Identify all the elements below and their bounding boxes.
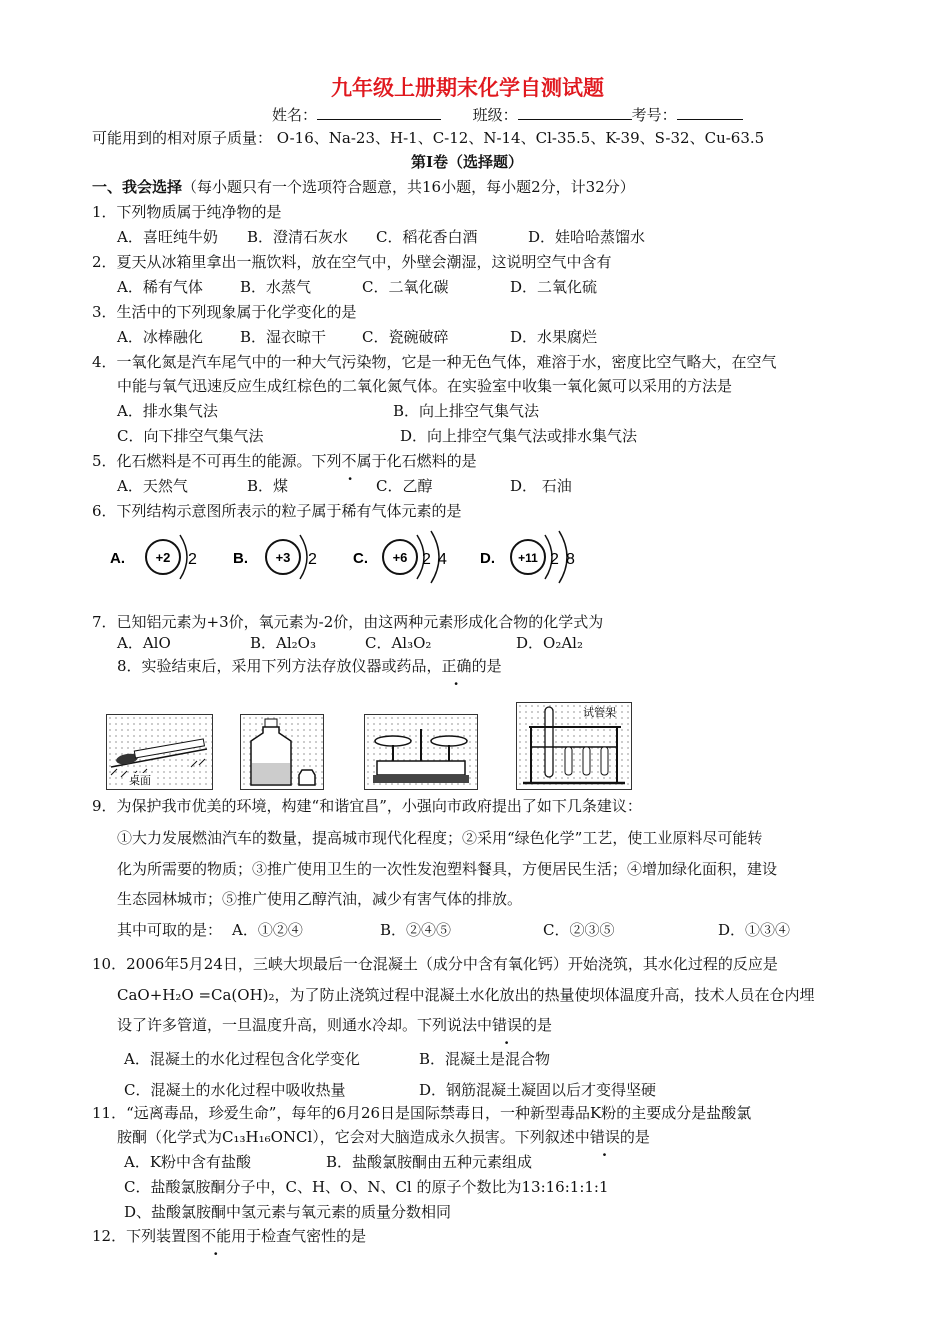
q5-option-c[interactable]: C．乙醇 (376, 477, 433, 495)
q9-line2: 化为所需要的物质；③推广使用卫生的一次性发泡塑料餐具，方便居民生活；④增加绿化面积，建设 (117, 860, 778, 878)
q9-line1: ①大力发展燃油汽车的数量，提高城市现代化程度；②采用“绿色化学”工艺，使工业原料尽可能转 (117, 829, 763, 847)
structure-b-label: B. (233, 550, 248, 567)
student-info-row (272, 104, 743, 125)
structure-c[interactable] (353, 531, 447, 583)
q10-option-c[interactable]: C．混凝土的水化过程中吸收热量 (124, 1081, 346, 1099)
class-field[interactable] (518, 104, 632, 120)
q1-option-c[interactable]: C．稻花香白酒 (376, 228, 478, 246)
question-11-line2 (117, 1127, 650, 1147)
class-label: 班级： (472, 106, 518, 124)
structure-d-label: D. (480, 550, 495, 567)
rack-label: 试管架 (583, 707, 616, 719)
q3-option-c[interactable]: C．瓷碗破碎 (362, 328, 449, 346)
q8-figure-a[interactable] (106, 714, 213, 790)
structure-d[interactable] (480, 531, 575, 583)
q12-text-a: 12．下列装置图 (92, 1227, 202, 1245)
q9-lead: 其中可取的是： (117, 921, 223, 939)
q7-option-c[interactable]: C．Al₃O₂ (365, 634, 432, 652)
part1-title: 一、我会选择 (92, 178, 183, 196)
table-label: 桌面 (129, 775, 151, 787)
question-4-line1: 4．一氧化氮是汽车尾气中的一种大气污染物，它是一种无色气体，难溶于水，密度比空气略大，在空气 (92, 353, 777, 371)
q11-option-b[interactable]: B．盐酸氯胺酮由五种元素组成 (326, 1153, 533, 1171)
q4-option-c[interactable]: C．向下排空气集气法 (117, 427, 264, 445)
structure-d-shell-1: 2 (550, 551, 559, 568)
structure-c-shell-2: 4 (438, 551, 447, 568)
structure-c-charge: +6 (392, 550, 408, 565)
q5-option-b[interactable]: B．煤 (247, 477, 289, 495)
page-title: 九年级上册期末化学自测试题 (331, 76, 604, 100)
question-9: 9．为保护我市优美的环境，构建“和谐宜昌”，小强向市政府提出了如下几条建议： (92, 797, 642, 815)
structure-b[interactable] (233, 535, 317, 579)
balance-scale-icon (365, 715, 477, 789)
q2-option-d[interactable]: D．二氧化硫 (510, 278, 598, 296)
q3-option-d[interactable]: D．水果腐烂 (510, 328, 598, 346)
q5-option-d[interactable]: D． 石油 (510, 477, 572, 495)
q2-option-b[interactable]: B．水蒸气 (240, 278, 312, 296)
q10-text-a: 设了许多管道，一旦温度升高，则通水冷却。下列说法中 (117, 1016, 493, 1034)
part1-heading (92, 177, 635, 197)
q8-text-b: 的是 (471, 657, 502, 675)
structure-c-shell-1: 2 (422, 551, 431, 568)
question-7: 7．已知铝元素为+3价，氧元素为-2价，由这两种元素形成化合物的化学式为 (92, 613, 604, 631)
q7-option-b[interactable]: B．Al₂O₃ (250, 634, 316, 652)
q4-option-b[interactable]: B．向上排空气集气法 (393, 402, 540, 420)
part1-note: （每小题只有一个选项符合题意，共16小题，每小题2分，计32分） (182, 178, 635, 196)
q1-option-b[interactable]: B．澄清石灰水 (247, 228, 349, 246)
q3-option-b[interactable]: B．湿衣晾干 (240, 328, 327, 346)
test-tube-rack-icon (517, 703, 631, 789)
q10-text-b: 的是 (522, 1016, 553, 1034)
q8-figure-b[interactable] (240, 714, 324, 790)
q9-option-d[interactable]: D．①③④ (718, 921, 791, 939)
q8-figure-c[interactable] (364, 714, 478, 790)
question-11-line1: 11．“远离毒品，珍爱生命”，每年的6月26日是国际禁毒日，一种新型毒品K粉的主要成分是盐酸氯 (92, 1104, 752, 1122)
q8-figure-d[interactable] (516, 702, 632, 790)
q11-text-a: 胺酮（化学式为C₁₃H₁₆ONCl），它会对大脑造成永久损害。下列叙述中 (117, 1128, 590, 1146)
structure-d-shell-2: 8 (566, 551, 575, 568)
structure-a-shell-1: 2 (188, 551, 197, 568)
q11-option-d[interactable]: D、盐酸氯胺酮中氢元素与氧元素的质量分数相同 (124, 1203, 452, 1221)
q7-option-d[interactable]: D．O₂Al₂ (516, 634, 583, 652)
q11-emphasis: 错误 (589, 1128, 620, 1146)
question-4-line2: 中能与氧气迅速反应生成红棕色的二氧化氮气体。在实验室中收集一氧化氮可以采用的方法是 (117, 377, 733, 395)
section-title: 第Ⅰ卷（选择题） (411, 153, 524, 171)
question-10-line1: 10．2006年5月24日，三峡大坝最后一仓混凝土（成分中含有氧化钙）开始浇筑，其水化过程的反应是 (92, 955, 778, 973)
q4-option-a[interactable]: A．排水集气法 (117, 402, 218, 420)
q4-option-d[interactable]: D．向上排空气集气法或排水集气法 (400, 427, 638, 445)
q9-option-a[interactable]: A．①②④ (232, 921, 303, 939)
atomic-mass-line: 可能用到的相对原子质量： O-16、Na-23、H-1、C-12、N-14、Cl-35.5、K-39、S-32、Cu-63.5 (92, 129, 765, 147)
q9-line3: 生态园林城市；⑤推广使用乙醇汽油，减少有害气体的排放。 (117, 890, 523, 908)
structure-b-charge: +3 (275, 550, 291, 565)
q5-emphasis: 不 (341, 452, 357, 470)
q1-option-d[interactable]: D．娃哈哈蒸馏水 (528, 228, 646, 246)
q10-option-a[interactable]: A．混凝土的水化过程包含化学变化 (124, 1050, 360, 1068)
q8-emphasis: 正确 (441, 657, 472, 675)
reagent-bottle-icon (241, 715, 323, 789)
structure-a-label: A. (110, 550, 125, 567)
structure-b-shell-1: 2 (308, 551, 317, 568)
structure-c-label: C. (353, 550, 368, 567)
q9-option-c[interactable]: C．②③⑤ (543, 921, 615, 939)
q11-text-b: 的是 (619, 1128, 650, 1146)
q10-option-d[interactable]: D．钢筋混凝土凝固以后才变得坚硬 (419, 1081, 657, 1099)
question-12 (92, 1226, 366, 1246)
atomic-structure-diagrams (108, 527, 588, 587)
question-2: 2．夏天从冰箱里拿出一瓶饮料，放在空气中，外壁会潮湿，这说明空气中含有 (92, 253, 612, 271)
q10-option-b[interactable]: B．混凝土是混合物 (419, 1050, 551, 1068)
q3-option-a[interactable]: A．冰棒融化 (117, 328, 203, 346)
q2-option-c[interactable]: C．二氧化碳 (362, 278, 449, 296)
question-10-line2: CaO+H₂O =Ca(OH)₂，为了防止浇筑过程中混凝土水化放出的热量使坝体温度升高，技术人员在仓内埋 (117, 986, 815, 1004)
question-10-line3 (117, 1015, 552, 1035)
structure-a-charge: +2 (155, 550, 171, 565)
q8-text-a: 8．实验结束后，采用下列方法存放仪器或药品， (117, 657, 442, 675)
number-label: 考号： (631, 106, 677, 124)
test-tube-on-table-icon (107, 715, 212, 789)
q5-option-a[interactable]: A．天然气 (117, 477, 188, 495)
q10-emphasis: 错误 (492, 1016, 523, 1034)
name-label: 姓名： (272, 106, 318, 124)
q2-option-a[interactable]: A．稀有气体 (117, 278, 203, 296)
q5-text-b: 属于化石燃料的是 (356, 452, 477, 470)
number-field[interactable] (677, 104, 743, 120)
question-6: 6．下列结构示意图所表示的粒子属于稀有气体元素的是 (92, 502, 462, 520)
q12-text-b: 用于检查气密性的是 (231, 1227, 367, 1245)
question-3: 3．生活中的下列现象属于化学变化的是 (92, 303, 357, 321)
question-1: 1．下列物质属于纯净物的是 (92, 203, 282, 221)
name-field[interactable] (317, 104, 441, 120)
q11-option-a[interactable]: A．K粉中含有盐酸 (124, 1153, 252, 1171)
structure-a[interactable] (110, 535, 197, 579)
structure-d-charge: +11 (518, 551, 538, 565)
q5-text-a: 5．化石燃料是不可再生的能源。下列 (92, 452, 342, 470)
q9-option-b[interactable]: B．②④⑤ (380, 921, 452, 939)
q1-option-a[interactable]: A．喜旺纯牛奶 (117, 228, 218, 246)
q11-option-c[interactable]: C．盐酸氯胺酮分子中，C、H、O、N、Cl 的原子个数比为13:16:1:1:1 (124, 1178, 609, 1196)
question-8 (117, 656, 502, 676)
q12-emphasis: 不能 (201, 1227, 232, 1245)
question-5 (92, 451, 477, 471)
q7-option-a[interactable]: A．AlO (117, 634, 171, 652)
